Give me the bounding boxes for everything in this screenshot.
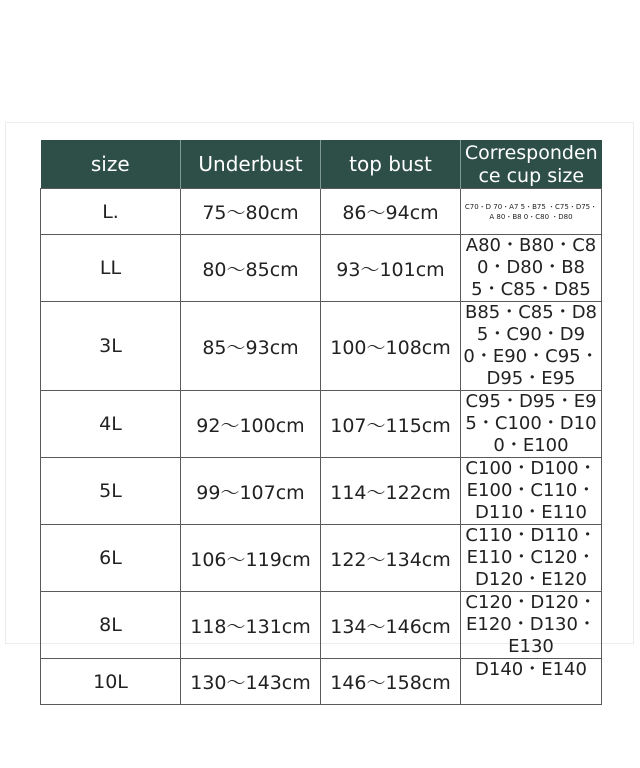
table-row: [41, 592, 602, 659]
size-cell: L.: [41, 189, 181, 235]
table-row: [41, 302, 602, 391]
underbust-cell: 92～100cm: [181, 391, 321, 458]
size-cell: 10L: [41, 659, 181, 705]
header-underbust: Underbust: [181, 140, 321, 189]
underbust-cell: 130～143cm: [181, 659, 321, 705]
header-size: size: [41, 140, 181, 189]
table-row: [41, 189, 602, 235]
underbust-cell: 99～107cm: [181, 458, 321, 525]
top-bust-cell: 134～146cm: [321, 592, 461, 659]
table-row: [41, 235, 602, 302]
top-bust-cell: 100～108cm: [321, 302, 461, 391]
cup-size-cell: C110・D110・E110・C120・D120・E120: [461, 525, 602, 592]
top-bust-cell: 107～115cm: [321, 391, 461, 458]
header-top-bust: top bust: [321, 140, 461, 189]
top-bust-cell: 146～158cm: [321, 659, 461, 705]
cup-size-cell: D140・E140: [461, 659, 602, 705]
underbust-cell: 118～131cm: [181, 592, 321, 659]
underbust-cell: 75～80cm: [181, 189, 321, 235]
cup-size-cell: B85・C85・D85・C90・D90・E90・C95・D95・E95: [461, 302, 602, 391]
cup-size-cell: A80・B80・C80・D80・B85・C85・D85: [461, 235, 602, 302]
top-bust-cell: 86～94cm: [321, 189, 461, 235]
size-cell: LL: [41, 235, 181, 302]
size-chart-table: [40, 140, 602, 705]
table-header: [41, 140, 602, 189]
underbust-cell: 85～93cm: [181, 302, 321, 391]
table-body: [41, 189, 602, 705]
cup-size-cell: C95・D95・E95・C100・D100・E100: [461, 391, 602, 458]
size-cell: 4L: [41, 391, 181, 458]
table-row: [41, 525, 602, 592]
header-cup-size: Correspondence cup size: [461, 140, 602, 189]
top-bust-cell: 93～101cm: [321, 235, 461, 302]
size-cell: 3L: [41, 302, 181, 391]
size-cell: 5L: [41, 458, 181, 525]
top-bust-cell: 122～134cm: [321, 525, 461, 592]
table-row: [41, 659, 602, 705]
cup-size-cell: C120・D120・E120・D130・E130: [461, 592, 602, 659]
size-cell: 6L: [41, 525, 181, 592]
table-row: [41, 458, 602, 525]
table-row: [41, 391, 602, 458]
cup-size-cell: C100・D100・E100・C110・D110・E110: [461, 458, 602, 525]
top-bust-cell: 114～122cm: [321, 458, 461, 525]
cup-size-cell: C70・D 70・A7 5・B75 ・C75・D75・A 80・B8 0・C80 ・D80: [461, 189, 602, 235]
size-cell: 8L: [41, 592, 181, 659]
header-row: [41, 140, 602, 189]
underbust-cell: 106～119cm: [181, 525, 321, 592]
underbust-cell: 80～85cm: [181, 235, 321, 302]
